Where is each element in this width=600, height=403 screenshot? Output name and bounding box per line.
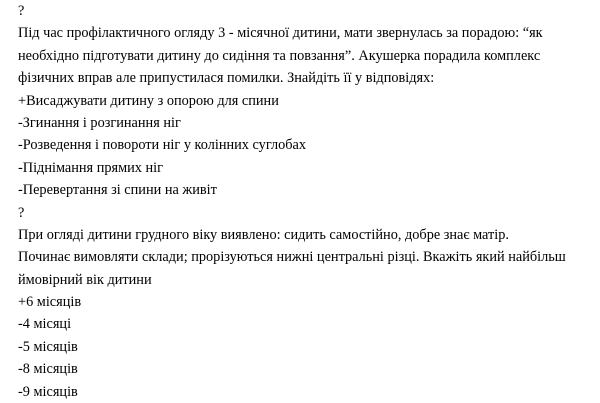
question-2 (18, 202, 596, 403)
answer-option: +Висаджувати дитину з опорою для спини (18, 92, 279, 109)
question-text-line: необхідно підготувати дитину до сидіння та повзання”. Акушерка порадила комплекс (18, 47, 541, 64)
question-text-line: Починає вимовляти склади; прорізуються нижні центральні різці. Вкажіть який найбільш (18, 249, 566, 266)
answer-option: -Розведення і повороти ніг у колінних суглобах (18, 137, 307, 154)
question-text-line: фізичних вправ але припустилася помилки. Знайдіть її у відповідях: (18, 70, 435, 87)
answer-option: -Піднімання прямих ніг (18, 159, 163, 176)
question-marker: ? (18, 3, 25, 19)
question-1 (18, 0, 596, 202)
answer-option: +6 місяців (18, 294, 82, 311)
answer-option: -9 місяців (18, 383, 78, 400)
document-body (18, 0, 596, 403)
answer-option: -8 місяців (18, 361, 78, 378)
answer-option: -Згинання і розгинання ніг (18, 114, 181, 131)
answer-option: -Перевертання зі спини на живіт (18, 182, 217, 199)
answer-option: -5 місяців (18, 338, 78, 355)
question-text-line: При огляді дитини грудного віку виявлено: сидить самостійно, добре знає матір. (18, 226, 509, 243)
question-text-line: ймовірний вік дитини (18, 271, 152, 288)
question-marker: ? (18, 204, 25, 221)
answer-option: -4 місяці (18, 316, 72, 333)
question-text-line: Під час профілактичного огляду 3 - місячної дитини, мати звернулась за порадою: “як (18, 25, 543, 42)
